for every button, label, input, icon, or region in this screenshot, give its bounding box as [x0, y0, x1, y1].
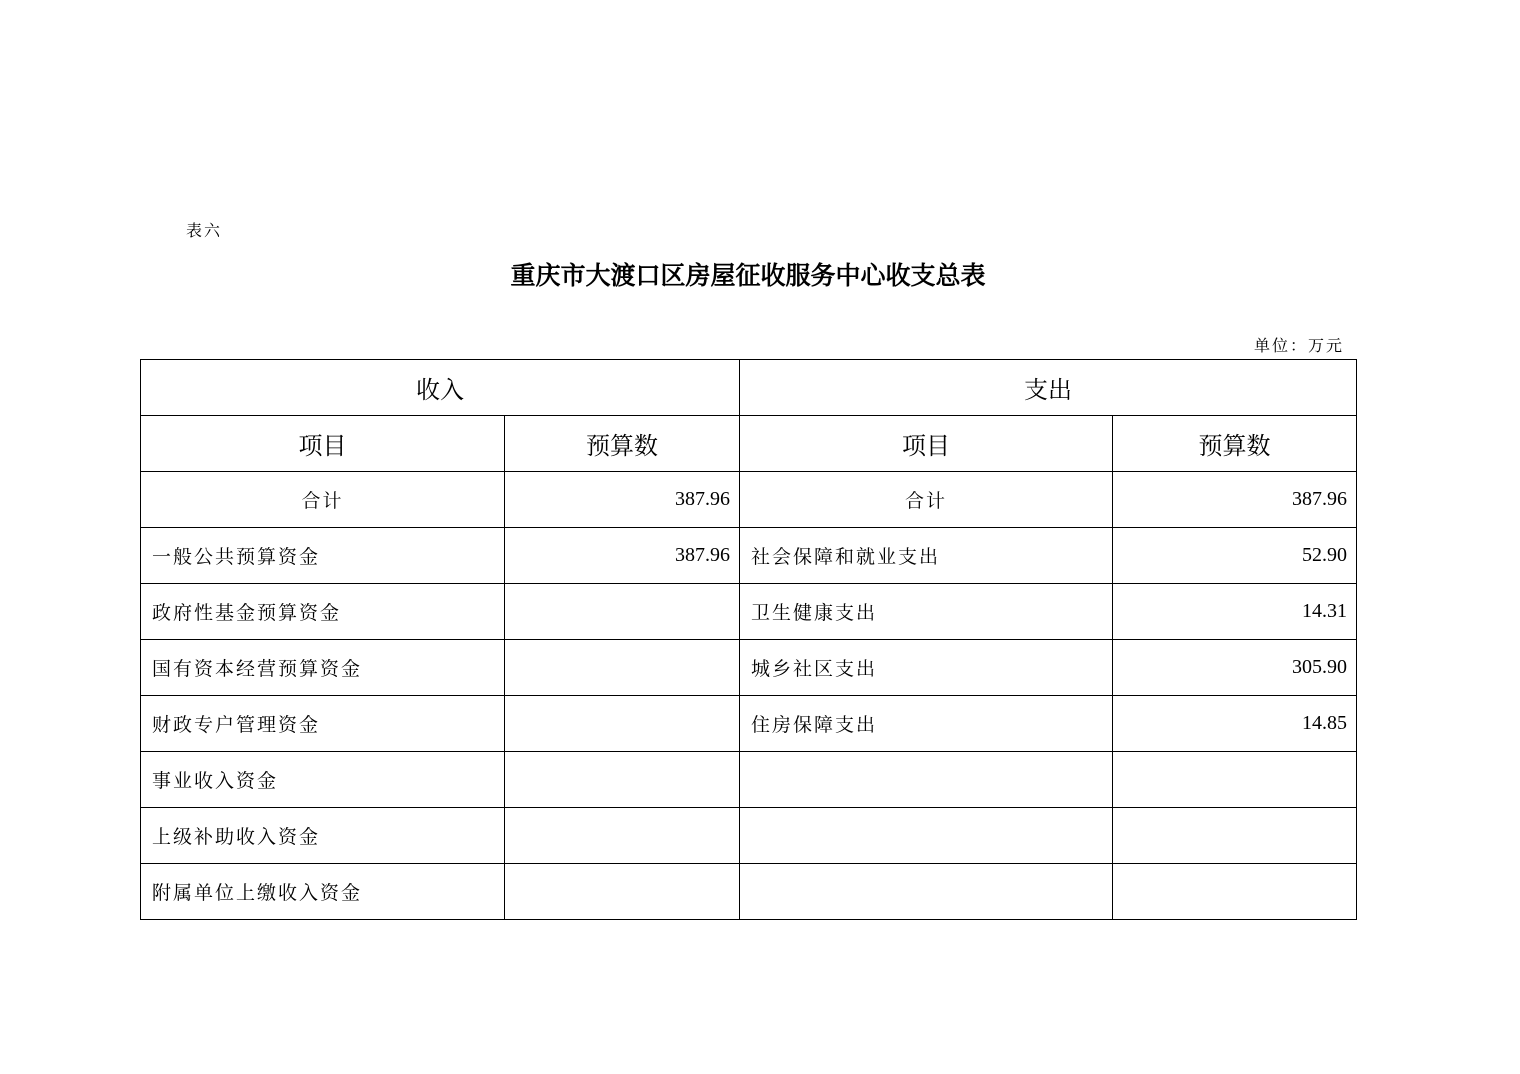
income-value [505, 640, 740, 696]
income-item: 国有资本经营预算资金 [141, 640, 505, 696]
income-item: 财政专户管理资金 [141, 696, 505, 752]
table-row [141, 808, 1357, 864]
income-budget-header: 预算数 [505, 416, 740, 472]
expense-item: 城乡社区支出 [740, 640, 1113, 696]
expense-item [740, 864, 1113, 920]
total-row [141, 472, 1357, 528]
column-header-row [141, 416, 1357, 472]
expense-item [740, 808, 1113, 864]
expense-value: 14.85 [1113, 696, 1357, 752]
table-row [141, 752, 1357, 808]
income-item: 附属单位上缴收入资金 [141, 864, 505, 920]
income-item: 上级补助收入资金 [141, 808, 505, 864]
income-value [505, 696, 740, 752]
expense-value [1113, 752, 1357, 808]
income-item-header: 项目 [141, 416, 505, 472]
table-row [141, 864, 1357, 920]
expense-total-label: 合计 [740, 472, 1113, 528]
income-total-value: 387.96 [505, 472, 740, 528]
document-title: 重庆市大渡口区房屋征收服务中心收支总表 [510, 261, 986, 290]
expense-value: 52.90 [1113, 528, 1357, 584]
income-value [505, 584, 740, 640]
income-value [505, 864, 740, 920]
expense-item: 住房保障支出 [740, 696, 1113, 752]
income-item: 事业收入资金 [141, 752, 505, 808]
section-header-row [141, 360, 1357, 416]
income-value [505, 752, 740, 808]
unit-note: 单位：万元 [1253, 336, 1344, 355]
expense-item-header: 项目 [740, 416, 1113, 472]
expense-item: 卫生健康支出 [740, 584, 1113, 640]
income-item: 一般公共预算资金 [141, 528, 505, 584]
income-total-label: 合计 [141, 472, 505, 528]
expense-value [1113, 808, 1357, 864]
table-label: 表六 [186, 221, 223, 240]
table-row [141, 584, 1357, 640]
income-value [505, 808, 740, 864]
table-row [141, 640, 1357, 696]
income-value: 387.96 [505, 528, 740, 584]
expense-value [1113, 864, 1357, 920]
income-item: 政府性基金预算资金 [141, 584, 505, 640]
expense-total-value: 387.96 [1113, 472, 1357, 528]
expense-item: 社会保障和就业支出 [740, 528, 1113, 584]
budget-summary-table [140, 359, 1357, 920]
expense-item [740, 752, 1113, 808]
expense-budget-header: 预算数 [1113, 416, 1357, 472]
table-row [141, 696, 1357, 752]
expense-value: 305.90 [1113, 640, 1357, 696]
table-row [141, 528, 1357, 584]
expense-header: 支出 [740, 360, 1357, 416]
income-header: 收入 [141, 360, 740, 416]
expense-value: 14.31 [1113, 584, 1357, 640]
